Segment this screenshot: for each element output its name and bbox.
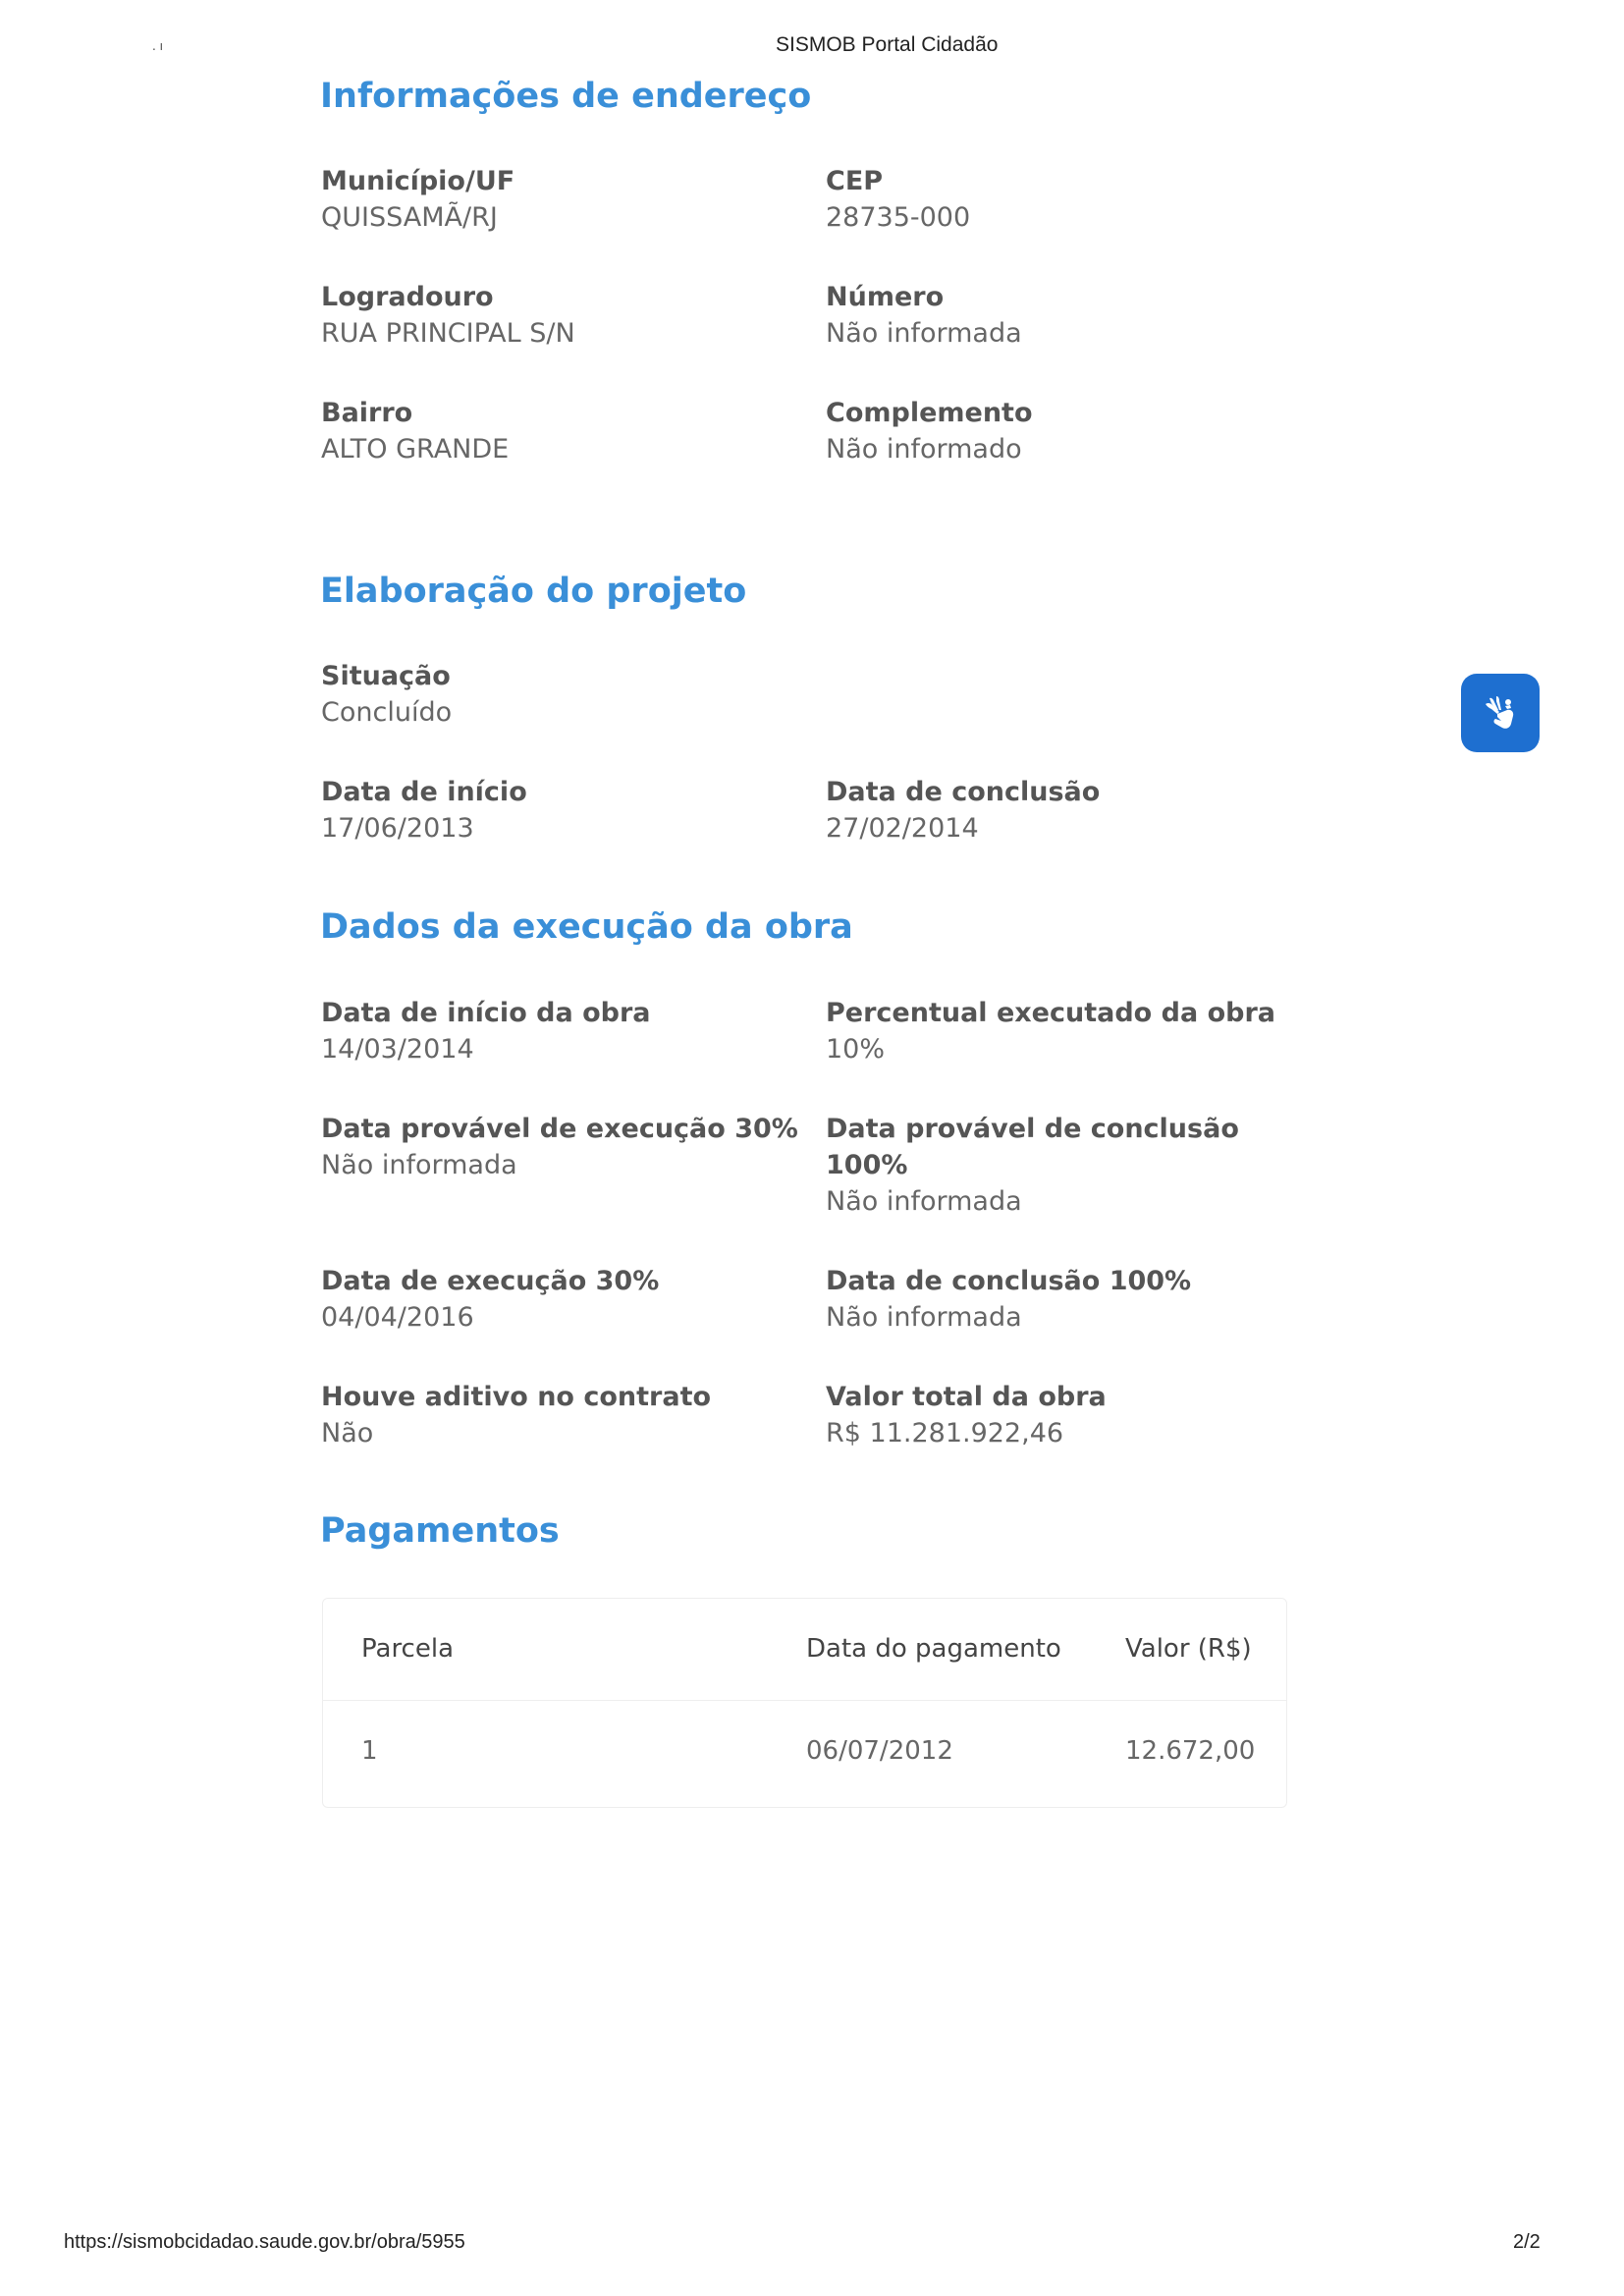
field-conclusao-100 (826, 1263, 1307, 1336)
field-municipio (321, 163, 802, 236)
field-value: Não informada (826, 1186, 1022, 1217)
field-value: RUA PRINCIPAL S/N (321, 318, 575, 349)
field-data-conclusao (826, 774, 1307, 847)
table-cell-parcela: 1 (361, 1736, 378, 1766)
field-value: Concluído (321, 697, 453, 728)
section-title-project: Elaboração do projeto (320, 572, 747, 611)
payments-table (322, 1598, 1287, 1808)
field-data-inicio (321, 774, 802, 847)
field-label: CEP (826, 166, 884, 196)
field-label: Bairro (321, 398, 413, 428)
field-value: 28735-000 (826, 202, 971, 233)
field-label: Município/UF (321, 166, 515, 196)
footer-url: https://sismobcidadao.saude.gov.br/obra/5955 (64, 2231, 465, 2253)
field-value: 27/02/2014 (826, 813, 979, 844)
field-label: Data de início (321, 777, 527, 807)
field-execucao-30 (321, 1263, 802, 1336)
section-title-execution: Dados da execução da obra (320, 907, 853, 947)
table-divider (323, 1700, 1286, 1701)
field-label: Data de conclusão (826, 777, 1101, 807)
field-value: Não informada (826, 1302, 1022, 1333)
field-value: 17/06/2013 (321, 813, 474, 844)
field-value: 14/03/2014 (321, 1034, 474, 1065)
field-value: QUISSAMÃ/RJ (321, 202, 498, 233)
field-label: Logradouro (321, 282, 494, 312)
field-aditivo (321, 1379, 802, 1451)
column-header-valor: Valor (R$) (1125, 1634, 1252, 1664)
field-label: Data provável de conclusão (826, 1114, 1239, 1144)
field-provavel-100 (826, 1111, 1307, 1220)
field-value: 10% (826, 1034, 886, 1065)
field-value: Não informada (321, 1150, 517, 1180)
field-label: Valor total da obra (826, 1382, 1107, 1412)
field-label: Data de execução 30% (321, 1266, 660, 1296)
field-numero (826, 279, 1307, 352)
field-label-continuation: 100% (826, 1150, 908, 1180)
field-value: Não informada (826, 318, 1022, 349)
field-label: Complemento (826, 398, 1033, 428)
field-valor-total (826, 1379, 1307, 1451)
field-label: Data de início da obra (321, 998, 651, 1028)
sign-language-icon (1478, 690, 1523, 736)
field-label: Data de conclusão 100% (826, 1266, 1192, 1296)
field-logradouro (321, 279, 802, 352)
footer-page-number: 2/2 (1513, 2231, 1541, 2253)
field-value: R$ 11.281.922,46 (826, 1418, 1064, 1449)
page-mark: . ı (152, 39, 163, 53)
field-value: Não informado (826, 434, 1022, 465)
field-label: Percentual executado da obra (826, 998, 1275, 1028)
field-provavel-30 (321, 1111, 802, 1183)
field-bairro (321, 395, 802, 467)
field-cep (826, 163, 1307, 236)
accessibility-button[interactable] (1461, 674, 1540, 752)
field-value: ALTO GRANDE (321, 434, 510, 465)
field-situacao (321, 658, 802, 731)
field-percentual (826, 995, 1307, 1067)
print-header-title: SISMOB Portal Cidadão (776, 33, 999, 56)
field-label: Houve aditivo no contrato (321, 1382, 712, 1412)
field-label: Situação (321, 661, 451, 691)
table-cell-valor: 12.672,00 (1125, 1736, 1256, 1766)
column-header-parcela: Parcela (361, 1634, 455, 1664)
field-value: 04/04/2016 (321, 1302, 474, 1333)
section-title-address: Informações de endereço (320, 77, 812, 116)
section-title-payments: Pagamentos (320, 1511, 560, 1551)
field-data-inicio-obra (321, 995, 802, 1067)
table-cell-data-pagamento: 06/07/2012 (806, 1736, 953, 1766)
column-header-data-pagamento: Data do pagamento (806, 1634, 1061, 1664)
field-label: Data provável de execução 30% (321, 1114, 798, 1144)
field-label: Número (826, 282, 945, 312)
field-complemento (826, 395, 1307, 467)
field-value: Não (321, 1418, 374, 1449)
